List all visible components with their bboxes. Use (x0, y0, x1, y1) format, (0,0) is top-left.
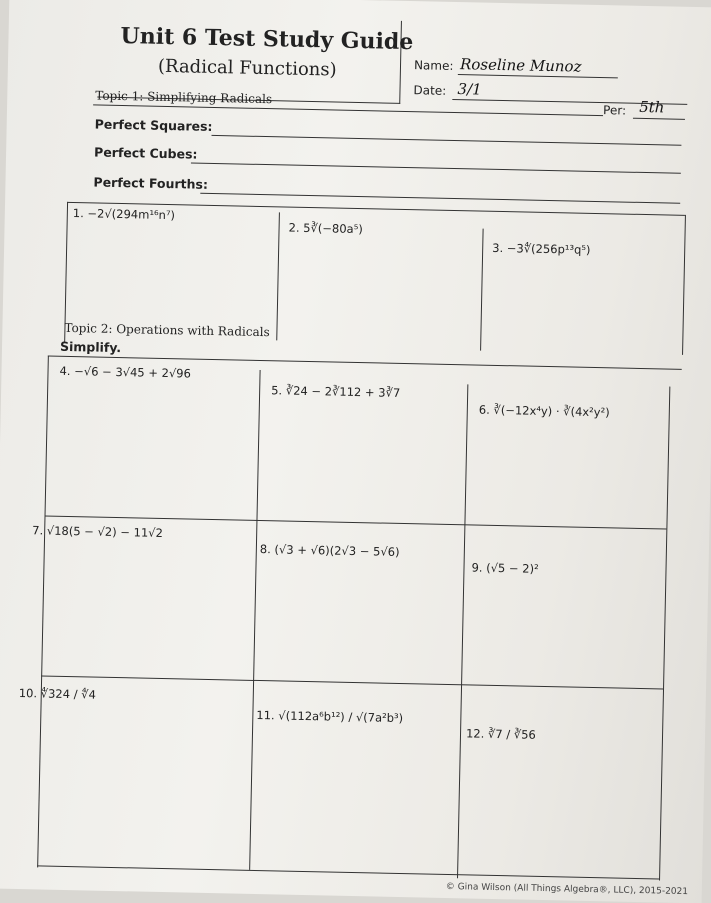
topic2-heading: Topic 2: Operations with Radicals (64, 320, 270, 340)
problem-11: 11. √(112a⁶b¹²) / √(7a²b³) (256, 707, 404, 726)
grid-right-rule (659, 387, 670, 881)
grid-row-rule-b (41, 675, 663, 689)
date-value: 3/1 (457, 80, 482, 99)
worksheet-subtitle: (Radical Functions) (157, 55, 337, 81)
box1-divider-a (276, 212, 280, 340)
name-label: Name: (413, 58, 454, 73)
period-value: 5th (639, 97, 665, 117)
name-value: Roseline Munoz (459, 55, 582, 76)
problem-1: 1. −2√(294m¹⁶n⁷) (72, 206, 176, 223)
worksheet-title: Unit 6 Test Study Guide (120, 22, 414, 56)
grid-left-rule (37, 356, 49, 868)
perfect-cubes-line (191, 162, 681, 173)
topic1-rule (93, 104, 603, 116)
problem-7: 7. √18(5 − √2) − 11√2 (32, 523, 164, 540)
problem-6: 6. ∛(−12x⁴y) · ∛(4x²y²) (478, 402, 610, 420)
problem-8: 8. (√3 + √6)(2√3 − 5√6) (259, 542, 400, 559)
problem-5: 5. ∛24 − 2∛112 + 3∛7 (271, 383, 401, 400)
problem-9: 9. (√5 − 2)² (471, 560, 539, 576)
box1-divider-b (480, 229, 484, 351)
period-label: Per: (602, 103, 627, 118)
topic1-heading: Topic 1: Simplifying Radicals (95, 88, 273, 107)
grid-col-divider-b (457, 384, 468, 878)
grid-bottom-rule (37, 865, 659, 879)
simplify-instruction: Simplify. (59, 338, 122, 356)
copyright-footer: © Gina Wilson (All Things Algebra®, LLC), 2015-2021 (445, 881, 689, 898)
date-label: Date: (413, 83, 447, 98)
problem-4: 4. −√6 − 3√45 + 2√96 (59, 363, 192, 381)
period-line (633, 118, 685, 120)
problem-3: 3. −3∜(256p¹³q⁵) (492, 240, 591, 257)
perfect-cubes-label: Perfect Cubes: (93, 144, 198, 162)
problem-10: 10. ∜324 / ∜4 (18, 686, 96, 702)
problem-2: 2. 5∛(−80a⁵) (288, 220, 363, 237)
perfect-squares-line (212, 135, 682, 146)
perfect-squares-label: Perfect Squares: (94, 116, 213, 134)
problem-12: 12. ∛7 / ∛56 (465, 726, 536, 742)
perfect-fourths-label: Perfect Fourths: (93, 174, 209, 192)
grid-col-divider-a (249, 370, 260, 870)
perfect-fourths-line (200, 193, 680, 204)
box1-right-rule (682, 215, 686, 355)
